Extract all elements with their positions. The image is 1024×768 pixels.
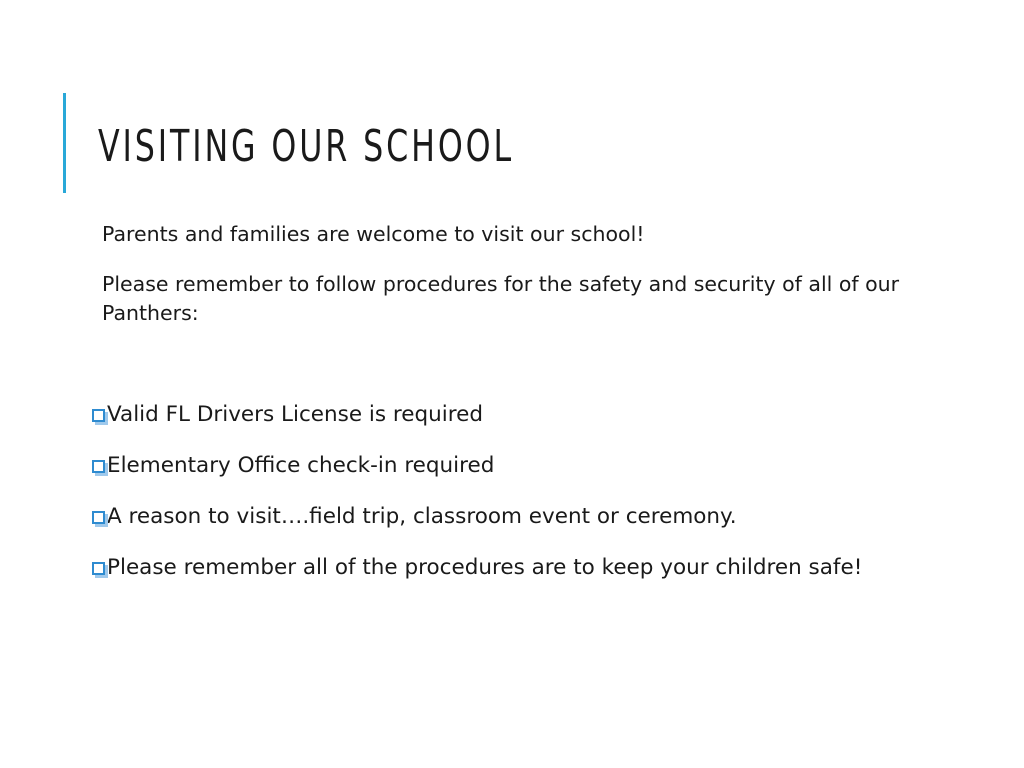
intro-paragraph: Please remember to follow procedures for the safety and security of all of our Panthers: [102,272,900,325]
bullet-text: Valid FL Drivers License is required [107,402,483,427]
checkbox-icon [92,460,105,473]
intro-text [102,220,902,349]
bullet-item [92,553,892,583]
bullet-item [92,502,892,532]
bullet-text: Elementary Office check-in required [107,453,495,478]
bullet-list [92,400,892,604]
slide-title: VISITING OUR SCHOOL [98,121,514,172]
title-accent-bar [63,93,66,193]
intro-paragraph: Parents and families are welcome to visit our school! [102,222,645,246]
checkbox-icon [92,409,105,422]
bullet-item [92,451,892,481]
bullet-text: A reason to visit….field trip, classroom event or ceremony. [107,504,737,529]
bullet-item [92,400,892,430]
bullet-text: Please remember all of the procedures are to keep your children safe! [107,555,863,580]
checkbox-icon [92,562,105,575]
checkbox-icon [92,511,105,524]
